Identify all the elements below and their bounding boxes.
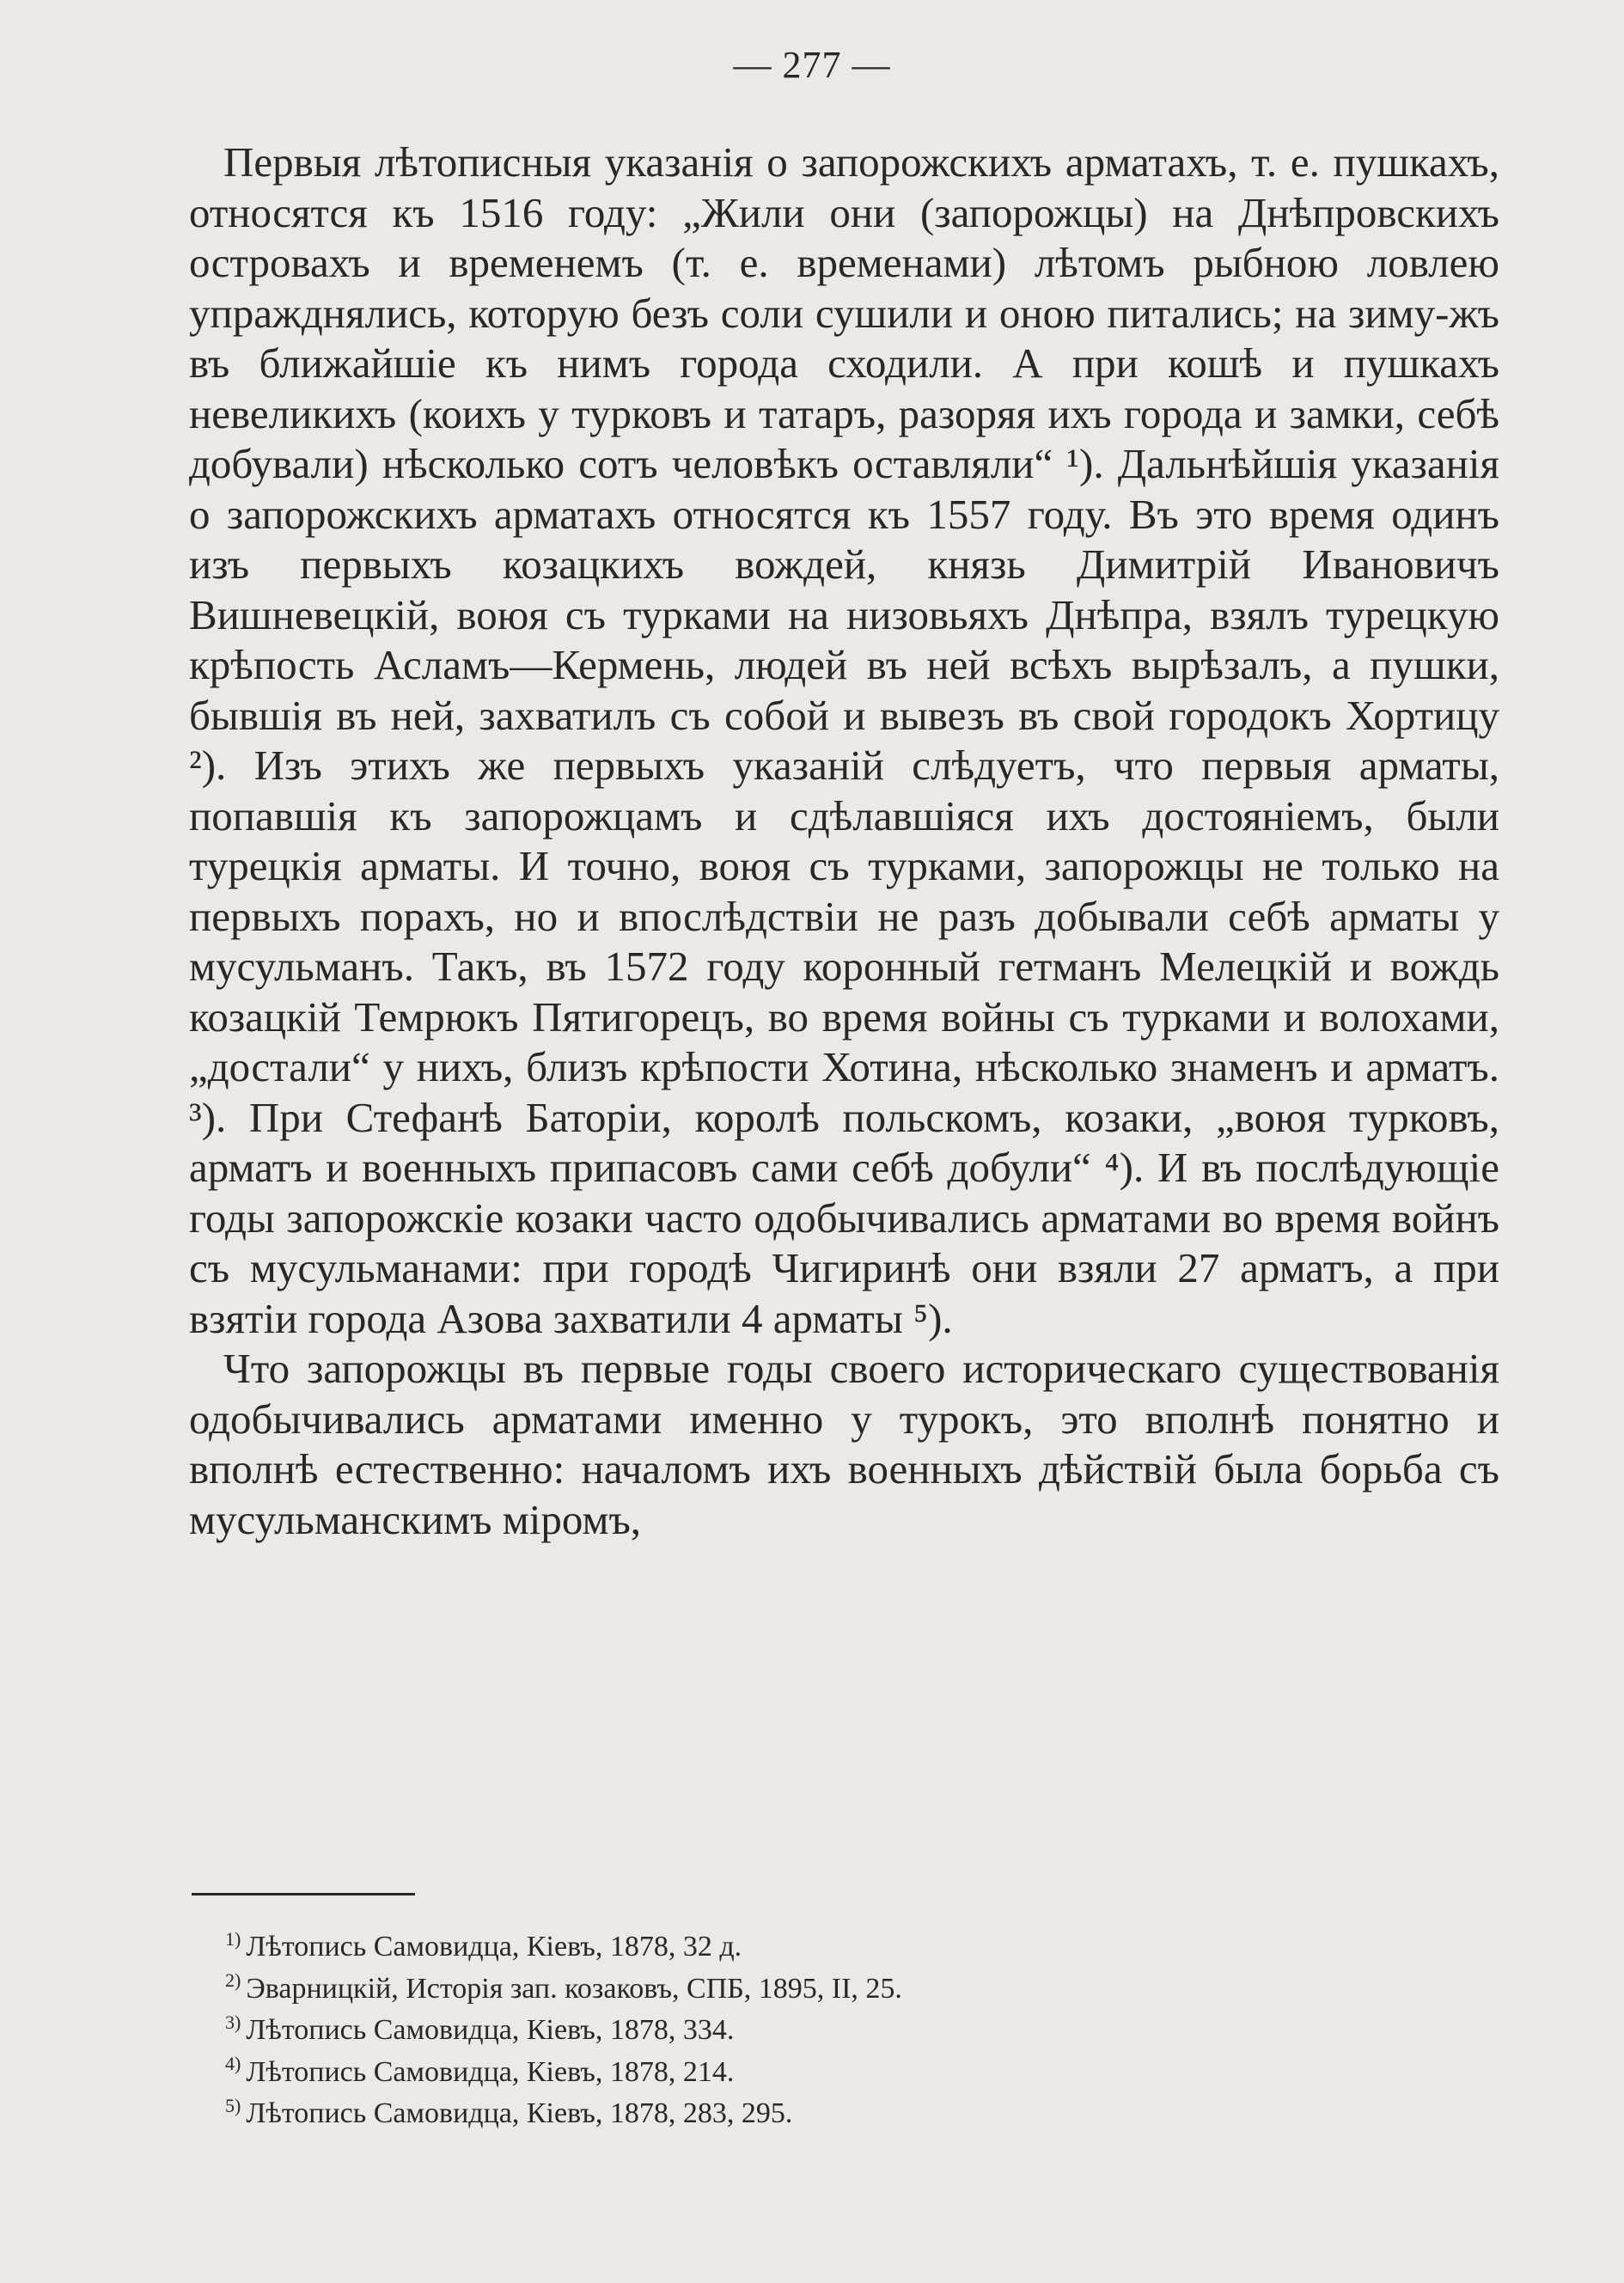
footnote-text: Эварницкій, Исторія зап. козаковъ, СПБ, 1895, II, 25.	[246, 1972, 902, 2005]
footnote-text: Лѣтопись Самовидца, Кіевъ, 1878, 334.	[246, 2014, 735, 2046]
footnote-text: Лѣтопись Самовидца, Кіевъ, 1878, 283, 295.	[246, 2097, 793, 2129]
footnote-text: Лѣтопись Самовидца, Кіевъ, 1878, 214.	[246, 2055, 735, 2088]
footnote-mark: 2)	[225, 1969, 241, 1992]
footnote	[225, 2093, 1342, 2135]
footnote-divider	[192, 1893, 415, 1895]
main-text	[189, 137, 1499, 1545]
footnote	[225, 2010, 1342, 2052]
footnotes	[225, 1926, 1342, 2135]
footnote	[225, 2052, 1342, 2094]
footnote-mark: 5)	[225, 2094, 241, 2116]
footnote-text: Лѣтопись Самовидца, Кіевъ, 1878, 32 д.	[246, 1931, 742, 1963]
footnote-mark: 3)	[225, 2011, 241, 2033]
footnote-mark: 1)	[225, 1927, 241, 1950]
footnote	[225, 1926, 1342, 1969]
footnote	[225, 1969, 1342, 2011]
paragraph: Первыя лѣтописныя указанія о запорожскихъ арматахъ, т. е. пушкахъ, относятся къ 1516 году: „Жили они (запорожцы) на Днѣпровскихъ островахъ и временемъ (т. е. временами) лѣтомъ рыбною ловлею упражднялись, которую безъ соли сушили и оною питались; на зиму-жъ въ ближайшіе къ нимъ города сходили. А при кошѣ и пушкахъ невеликихъ (коихъ у турковъ и татаръ, разоряя ихъ города и замки, себѣ добували) нѣсколько сотъ человѣкъ оставляли“ ¹). Дальнѣйшія указанія о запорожскихъ арматахъ относятся къ 1557 году. Въ это время одинъ изъ первыхъ козацкихъ вождей, князь Димитрій Ивановичъ Вишневецкій, воюя съ турками на низовьяхъ Днѣпра, взялъ турецкую крѣпость Асламъ—Кермень, людей въ ней всѣхъ вырѣзалъ, а пушки, бывшія въ ней, захватилъ съ собой и вывезъ въ свой городокъ Хортицу ²). Изъ этихъ же первыхъ указаній слѣдуетъ, что первыя арматы, попавшія къ запорожцамъ и сдѣлавшіяся ихъ достояніемъ, были турецкія арматы. И точно, воюя съ турками, запорожцы не только на первыхъ порахъ, но и впослѣдствіи не разъ добывали себѣ арматы у мусульманъ. Такъ, въ 1572 году коронный гетманъ Мелецкій и вождь козацкій Темрюкъ Пятигорецъ, во время войны съ турками и волохами, „достали“ у нихъ, близъ крѣпости Хотина, нѣсколько знаменъ и арматъ. ³). При Стефанѣ Баторіи, королѣ польскомъ, козаки, „воюя турковъ, арматъ и военныхъ припасовъ сами себѣ добули“ ⁴). И въ послѣдующіе годы запорожскіе козаки часто одобычивались арматами во время войнъ съ мусульманами: при городѣ Чигиринѣ они взяли 27 арматъ, а при взятіи города Азова захватили 4 арматы ⁵).	[189, 138, 1499, 1342]
page-number: — 277 —	[733, 44, 891, 86]
paragraph: Что запорожцы въ первые годы своего историческаго существованія одобычивались арматами именно у турокъ, это вполнѣ понятно и вполнѣ естественно: началомъ ихъ военныхъ дѣйствій была борьба съ мусульманскимъ міромъ,	[189, 1345, 1499, 1543]
footnote-mark: 4)	[225, 2053, 241, 2075]
